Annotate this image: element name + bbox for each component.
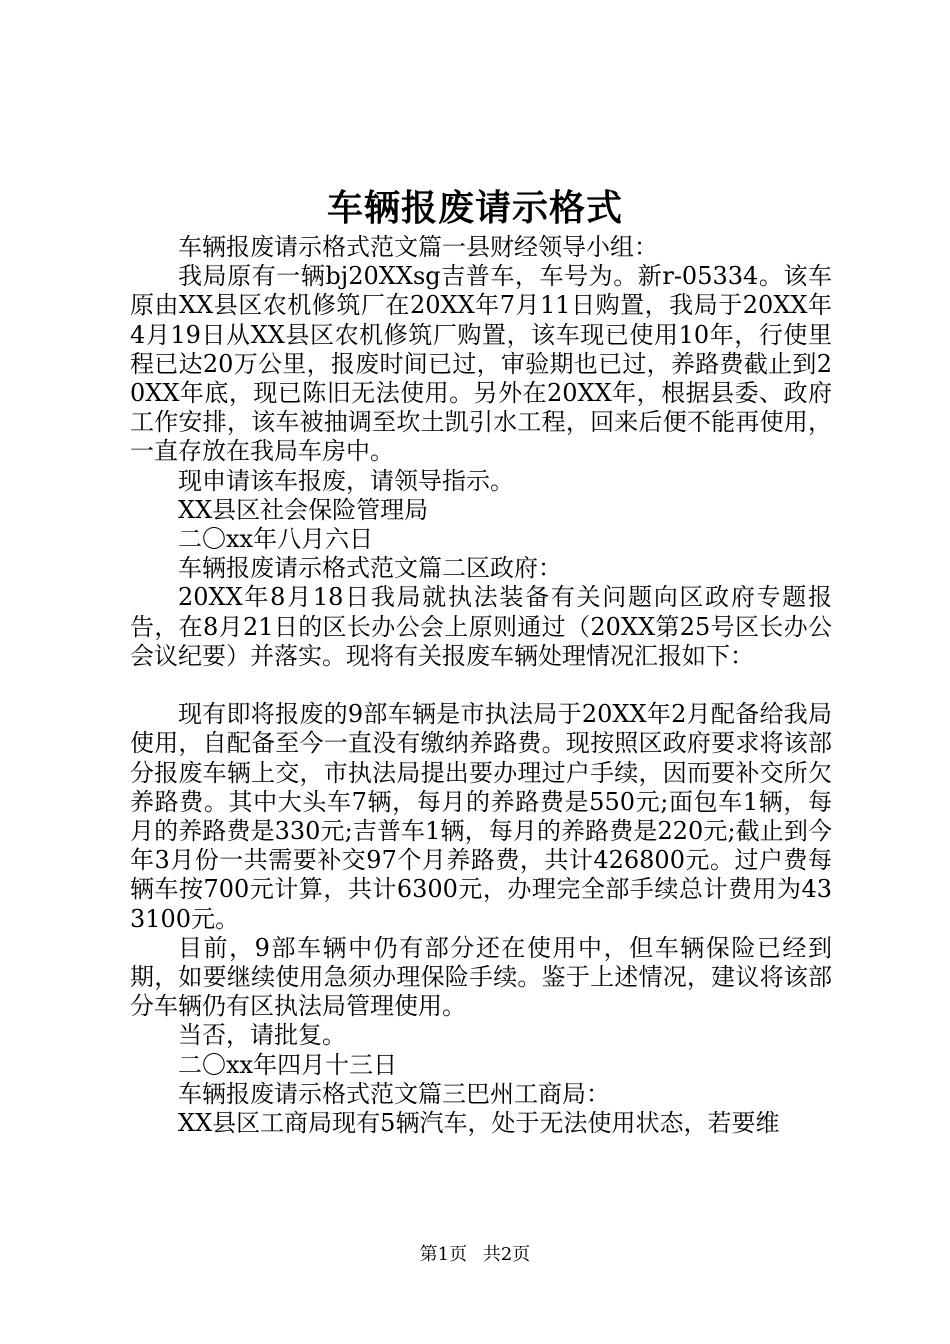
document-title: 车辆报废请示格式 bbox=[326, 187, 623, 229]
paragraph-signature-date-2: 二〇xx年四月十三日 bbox=[178, 1050, 398, 1079]
page-footer bbox=[0, 1243, 950, 1267]
paragraph-signature-org: XX县区社会保险管理局 bbox=[178, 495, 429, 524]
paragraph-body-4: 目前，9部车辆中仍有部分还在使用中，但车辆保险已经到期，如要继续使用急须办理保险手续。鉴于上述情况，建议将该部分车辆仍有区执法局管理使用。 bbox=[130, 933, 832, 1021]
paragraph-body-1: 我局原有一辆bj20XXsg吉普车，车号为。新r-05334。该车原由XX县区农机修筑厂在20XX年7月11日购置，我局于20XX年4月19日从XX县区农机修筑厂购置，该车现已使用10年，行使里程已达20万公里，报废时间已过，审验期也已过，养路费截止到20XX年底，现已陈旧无法使用。另外在20XX年，根据县委、政府工作安排，该车被抽调至坎土凯引水工程，回来后便不能再使用，一直存放在我局车房中。 bbox=[130, 262, 832, 466]
document-body bbox=[130, 233, 832, 1138]
paragraph-greeting-1: 车辆报废请示格式范文篇一县财经领导小组： bbox=[178, 233, 658, 261]
paragraph-closing-2: 当否，请批复。 bbox=[178, 1021, 346, 1050]
paragraph-body-3: 现有即将报废的9部车辆是市执法局于20XX年2月配备给我局使用，自配备至今一直没有缴纳养路费。现按照区政府要求将该部分报废车辆上交，市执法局提出要办理过户手续，因而要补交所欠养路费。其中大头车7辆，每月的养路费是550元;面包车1辆，每月的养路费是330元;吉普车1辆，每月的养路费是220元;截止到今年3月份一共需要补交97个月养路费，共计426800元。过户费每辆车按700元计算，共计6300元，办理完全部手续总计费用为433100元。 bbox=[130, 700, 832, 933]
paragraph-body-5: XX县区工商局现有5辆汽车，处于无法使用状态，若要维 bbox=[178, 1109, 780, 1138]
paragraph-greeting-3: 车辆报废请示格式范文篇三巴州工商局： bbox=[178, 1079, 610, 1108]
paragraph-body-2: 20XX年8月18日我局就执法装备有关问题向区政府专题报告，在8月21日的区长办公会上原则通过（20XX第25号区长办公会议纪要）并落实。现将有关报废车辆处理情况汇报如下： bbox=[130, 583, 832, 670]
page-total: 共2页 bbox=[482, 1244, 531, 1265]
paragraph-greeting-2: 车辆报废请示格式范文篇二区政府： bbox=[178, 554, 562, 583]
paragraph-request: 现申请该车报废，请领导指示。 bbox=[178, 466, 514, 495]
paragraph-blank bbox=[130, 671, 832, 700]
page-number: 第1页 bbox=[419, 1244, 468, 1265]
paragraph-signature-date-1: 二〇xx年八月六日 bbox=[178, 525, 374, 554]
